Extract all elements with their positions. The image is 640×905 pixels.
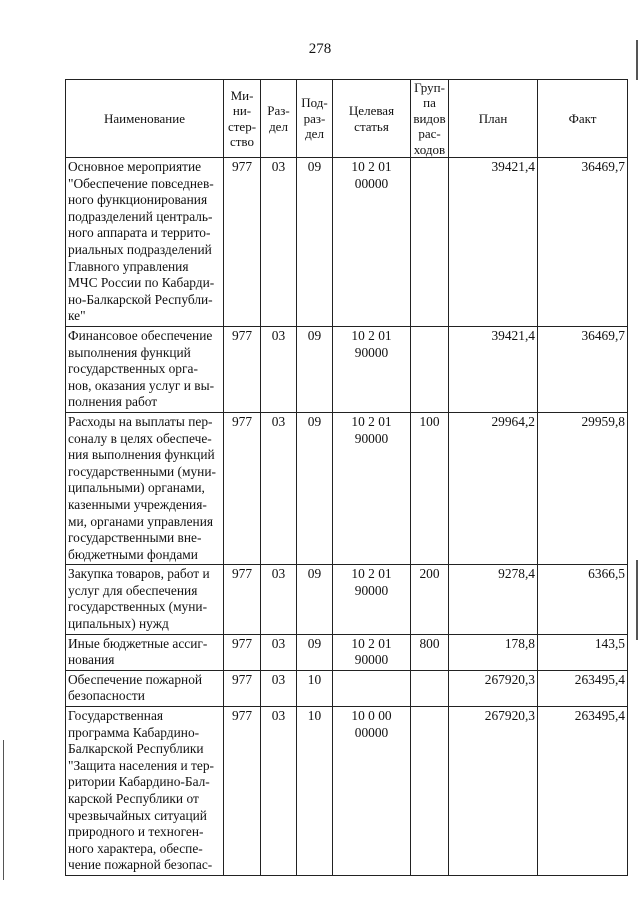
- row-fact: 263495,4: [538, 707, 628, 876]
- row-section: 03: [261, 565, 297, 634]
- row-plan: 29964,2: [449, 412, 538, 564]
- header-fact: Факт: [538, 80, 628, 158]
- row-ministry: 977: [224, 158, 261, 327]
- row-ministry: 977: [224, 707, 261, 876]
- scan-edge-mark: [3, 740, 4, 880]
- row-name: Основное мероприятие "Обеспечение повседнев-ного функционирования подразделений централь-ного аппарата и террито-риальных подразделений Главного управления МЧС России по Кабарди-но-Балкарской Республи-ке": [66, 158, 224, 327]
- table-row: [66, 326, 628, 412]
- row-subsection: 09: [297, 634, 333, 670]
- row-target: 10 2 01 90000: [333, 565, 411, 634]
- row-group: [411, 158, 449, 327]
- scan-edge-mark: [636, 560, 638, 640]
- row-section: 03: [261, 158, 297, 327]
- row-target: 10 0 00 00000: [333, 707, 411, 876]
- row-ministry: 977: [224, 326, 261, 412]
- header-group: Груп- па видов рас- ходов: [411, 80, 449, 158]
- row-section: 03: [261, 326, 297, 412]
- row-plan: 9278,4: [449, 565, 538, 634]
- row-group: [411, 670, 449, 706]
- row-group: [411, 326, 449, 412]
- row-section: 03: [261, 707, 297, 876]
- row-fact: 6366,5: [538, 565, 628, 634]
- row-plan: 39421,4: [449, 158, 538, 327]
- row-ministry: 977: [224, 670, 261, 706]
- row-ministry: 977: [224, 634, 261, 670]
- row-plan: 39421,4: [449, 326, 538, 412]
- row-fact: 36469,7: [538, 158, 628, 327]
- row-name: Закупка товаров, работ и услуг для обеспечения государственных (муни-ципальных) нужд: [66, 565, 224, 634]
- header-name: Наименование: [66, 80, 224, 158]
- row-plan: 178,8: [449, 634, 538, 670]
- row-group: 200: [411, 565, 449, 634]
- row-name: Государственная программа Кабардино-Балкарской Республики "Защита населения и тер-ритории Кабардино-Бал-карской Республики от чрезвычайных ситуаций природного и техноген-ного характера, обеспе-чение пожарной безопас-: [66, 707, 224, 876]
- row-target: 10 2 01 90000: [333, 634, 411, 670]
- row-group: 800: [411, 634, 449, 670]
- header-ministry: Ми- ни- стер- ство: [224, 80, 261, 158]
- row-group: 100: [411, 412, 449, 564]
- table-row: [66, 158, 628, 327]
- row-ministry: 977: [224, 565, 261, 634]
- row-section: 03: [261, 412, 297, 564]
- table-row: [66, 670, 628, 706]
- row-ministry: 977: [224, 412, 261, 564]
- budget-table: [65, 79, 628, 876]
- header-subsection: Под- раз- дел: [297, 80, 333, 158]
- table-row: [66, 707, 628, 876]
- row-subsection: 10: [297, 707, 333, 876]
- table-header-row: [66, 80, 628, 158]
- row-fact: 29959,8: [538, 412, 628, 564]
- row-name: Обеспечение пожарной безопасности: [66, 670, 224, 706]
- row-fact: 263495,4: [538, 670, 628, 706]
- row-section: 03: [261, 670, 297, 706]
- row-name: Финансовое обеспечение выполнения функций государственных орга-нов, оказания услуг и вы-полнения работ: [66, 326, 224, 412]
- row-subsection: 09: [297, 158, 333, 327]
- row-fact: 143,5: [538, 634, 628, 670]
- row-plan: 267920,3: [449, 670, 538, 706]
- row-plan: 267920,3: [449, 707, 538, 876]
- scan-edge-mark: [636, 40, 638, 80]
- table-row: [66, 634, 628, 670]
- header-plan: План: [449, 80, 538, 158]
- row-subsection: 09: [297, 326, 333, 412]
- page-number: 278: [308, 41, 332, 57]
- table-row: [66, 565, 628, 634]
- row-target: 10 2 01 90000: [333, 412, 411, 564]
- row-subsection: 09: [297, 412, 333, 564]
- header-target: Целевая статья: [333, 80, 411, 158]
- row-name: Расходы на выплаты пер-соналу в целях обеспече-ния выполнения функций государственными (муни-ципальными) органами, казенными учреждения-ми, органами управления государственными вне-бюджетными фондами: [66, 412, 224, 564]
- row-subsection: 10: [297, 670, 333, 706]
- row-name: Иные бюджетные ассиг-нования: [66, 634, 224, 670]
- row-group: [411, 707, 449, 876]
- row-target: [333, 670, 411, 706]
- row-fact: 36469,7: [538, 326, 628, 412]
- table-row: [66, 412, 628, 564]
- row-target: 10 2 01 00000: [333, 158, 411, 327]
- row-target: 10 2 01 90000: [333, 326, 411, 412]
- header-section: Раз- дел: [261, 80, 297, 158]
- row-section: 03: [261, 634, 297, 670]
- row-subsection: 09: [297, 565, 333, 634]
